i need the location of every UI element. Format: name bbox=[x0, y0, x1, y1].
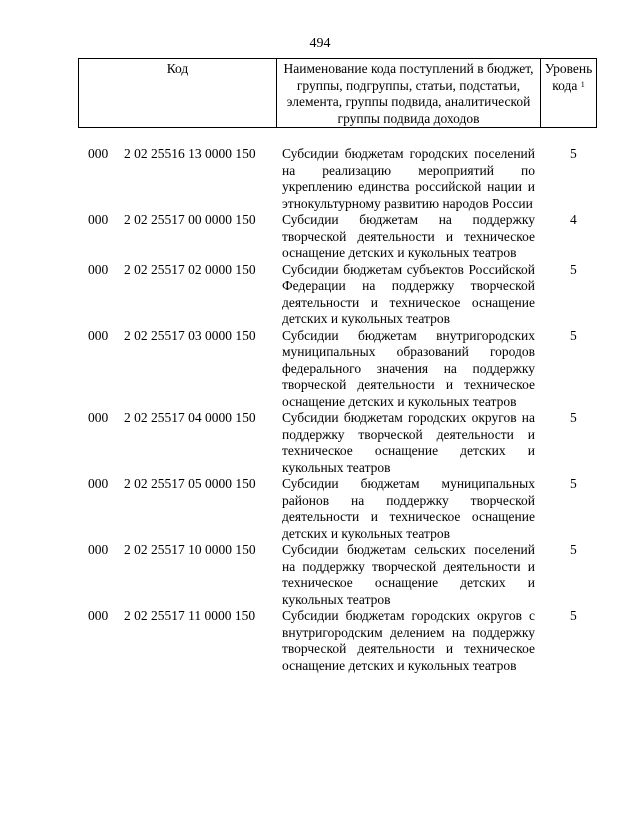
table-row bbox=[0, 328, 640, 411]
row-code: 2 02 25517 05 0000 150 bbox=[124, 476, 256, 491]
row-admin-code: 000 bbox=[88, 146, 109, 161]
page-number: 494 bbox=[309, 36, 331, 51]
row-code: 2 02 25517 11 0000 150 bbox=[124, 608, 256, 623]
row-level: 5 bbox=[570, 261, 577, 277]
row-code: 2 02 25517 10 0000 150 bbox=[124, 542, 256, 557]
row-level: 5 bbox=[570, 146, 577, 161]
row-admin-code: 000 bbox=[88, 410, 109, 425]
row-admin-code: 000 bbox=[88, 212, 109, 227]
table-row bbox=[0, 542, 640, 608]
row-code: 2 02 25517 02 0000 150 bbox=[124, 261, 256, 277]
row-level: 5 bbox=[570, 542, 577, 557]
row-admin-code: 000 bbox=[88, 261, 109, 277]
table-row bbox=[0, 262, 640, 328]
row-code: 2 02 25516 13 0000 150 bbox=[124, 146, 256, 161]
row-level: 5 bbox=[570, 410, 577, 425]
row-admin-code: 000 bbox=[88, 542, 109, 557]
row-name: Субсидии бюджетам на поддержку творческой деятельности и техническое оснащение детских и кукольных театров bbox=[282, 212, 535, 260]
row-name: Субсидии бюджетам городских округов на поддержку творческой деятельности и техническое оснащение детских и кукольных театров bbox=[282, 410, 535, 475]
row-name: Субсидии бюджетам городских округов с внутригородским делением на поддержку творческой деятельности и техническое оснащение детских и кукольных театров bbox=[282, 608, 535, 673]
header-name: Наименование кода поступлений в бюджет, группы, подгруппы, статьи, подстатьи, элемента, группы подвида, аналитической группы подвида доходов bbox=[277, 59, 541, 127]
row-name: Субсидии бюджетам внутригородских муниципальных образований городов федерального значения на поддержку творческой деятельности и техническое оснащение детских и кукольных театров bbox=[282, 327, 535, 409]
table-row bbox=[0, 410, 640, 476]
row-name: Субсидии бюджетам городских поселений на реализацию мероприятий по укреплению единства российской нации и этнокультурному развитию народов России bbox=[282, 146, 535, 211]
table-row bbox=[0, 476, 640, 542]
row-code: 2 02 25517 00 0000 150 bbox=[124, 212, 256, 227]
row-admin-code: 000 bbox=[88, 476, 109, 491]
row-level: 4 bbox=[570, 212, 577, 227]
row-code: 2 02 25517 03 0000 150 bbox=[124, 327, 256, 343]
row-admin-code: 000 bbox=[88, 608, 109, 623]
table-row bbox=[0, 212, 640, 262]
header-level bbox=[541, 59, 596, 127]
row-level: 5 bbox=[570, 476, 577, 491]
row-code: 2 02 25517 04 0000 150 bbox=[124, 410, 256, 425]
header-code: Код bbox=[79, 59, 277, 127]
row-admin-code: 000 bbox=[88, 327, 109, 343]
row-level: 5 bbox=[570, 608, 577, 623]
row-name: Субсидии бюджетам сельских поселений на поддержку творческой деятельности и техническое оснащение детских и кукольных театров bbox=[282, 542, 535, 607]
header-level-footnote: 1 bbox=[580, 79, 585, 89]
row-level: 5 bbox=[570, 327, 577, 343]
table-body bbox=[0, 146, 640, 674]
header-level-label: Уровень кода bbox=[544, 61, 593, 93]
row-name: Субсидии бюджетам муниципальных районов на поддержку творческой деятельности и техническое оснащение детских и кукольных театров bbox=[282, 476, 535, 541]
row-name: Субсидии бюджетам субъектов Российской Федерации на поддержку творческой деятельности и техническое оснащение детских и кукольных театров bbox=[282, 261, 535, 326]
table-row bbox=[0, 146, 640, 212]
table-header bbox=[78, 58, 597, 128]
table-row bbox=[0, 608, 640, 674]
